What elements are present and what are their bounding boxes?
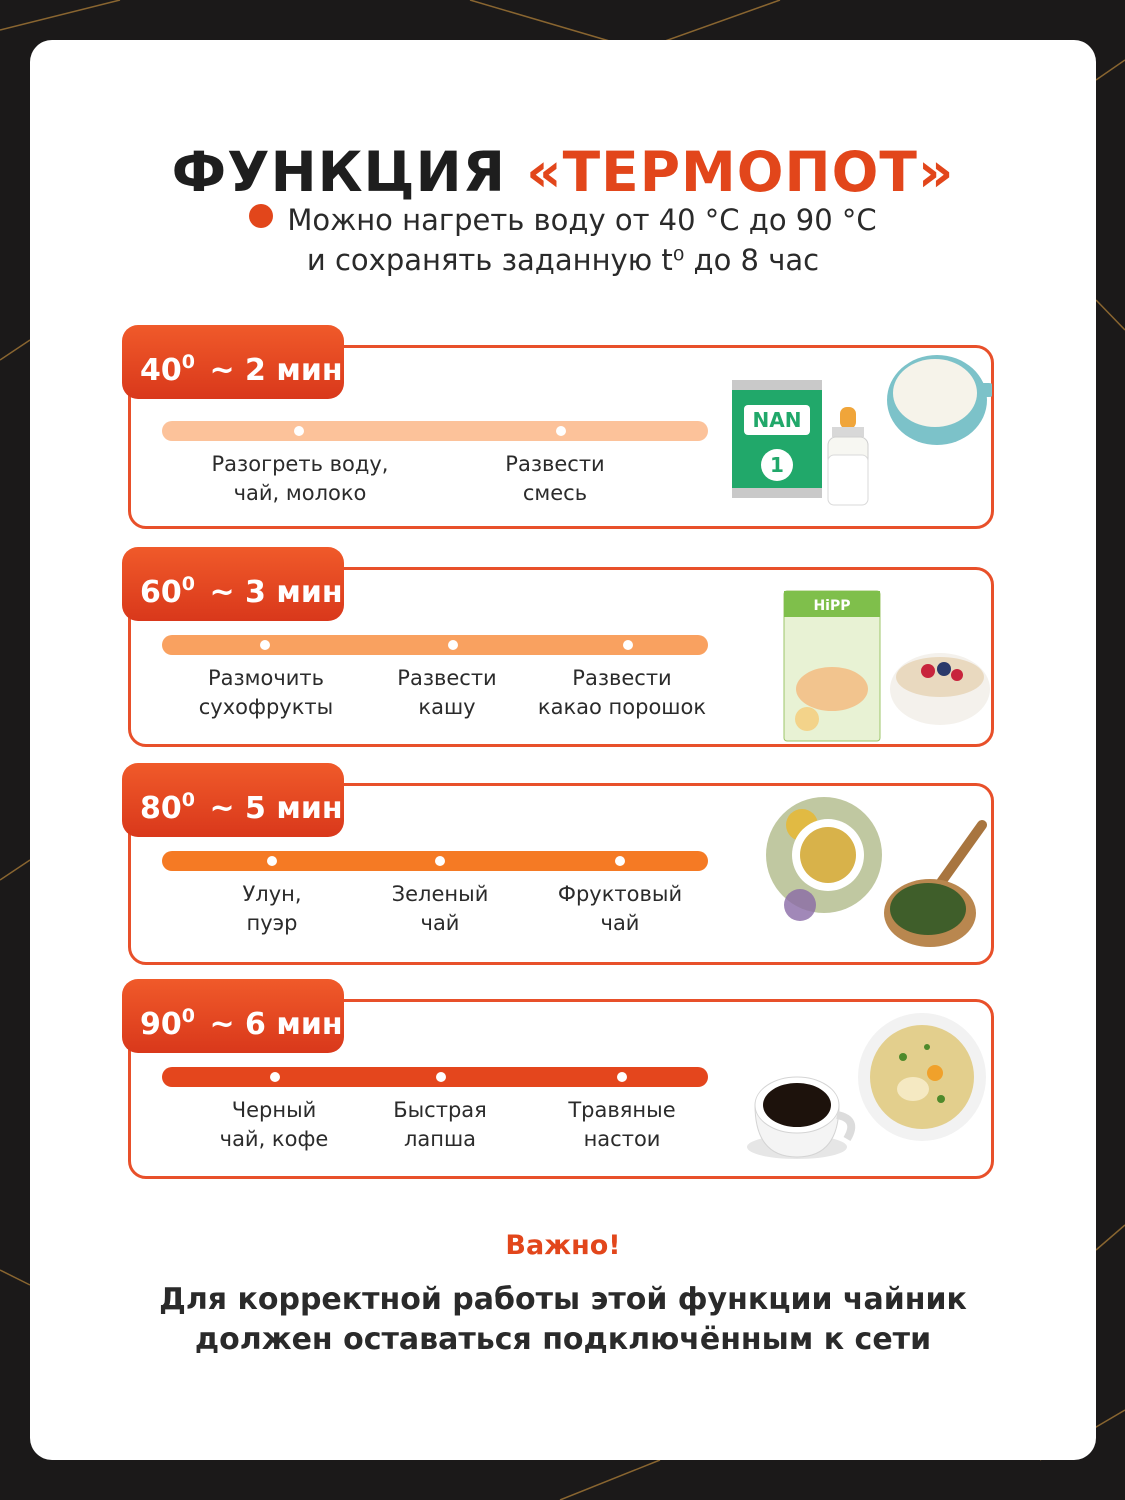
bullet-dot-icon [249, 204, 273, 228]
formula-can-icon [732, 380, 822, 498]
soup-bowl-icon [858, 1013, 986, 1141]
porridge-bowl-icon [890, 653, 990, 725]
title-accent: «ТЕРМОПОТ» [526, 140, 955, 204]
timeline-bar [162, 851, 708, 871]
use-label: Улун, пуэр [242, 882, 302, 935]
svg-text:1: 1 [770, 453, 784, 477]
use-label: Быстрая лапша [393, 1098, 487, 1151]
degree-mark: 0 [181, 573, 195, 595]
use-label: Фруктовый чай [557, 882, 683, 935]
baby-bottle-icon [828, 407, 868, 505]
timeline-bar [162, 1067, 708, 1087]
temp-value: 40 [140, 353, 182, 388]
timeline-point [448, 640, 458, 650]
subtitle-line-1: Можно нагреть воду от 40 °С до 90 °С [287, 203, 877, 237]
svg-text:NAN: NAN [752, 408, 802, 432]
temp-row-90 [122, 979, 1002, 1184]
time-value: ~ 6 мин [209, 1007, 343, 1042]
subtitle [30, 200, 1096, 280]
important-heading: Важно! [505, 1230, 621, 1261]
page-title [30, 140, 1096, 204]
time-value: ~ 2 мин [209, 353, 343, 388]
timeline-point [617, 1072, 627, 1082]
use-label: Зеленый чай [391, 882, 489, 935]
use-label: Развести какао порошок [537, 666, 707, 719]
time-value: ~ 3 мин [209, 575, 343, 610]
tea-spoon-icon [884, 825, 982, 947]
porridge-icon [752, 579, 992, 749]
milk-cup-icon [887, 355, 992, 445]
temp-row-60 [122, 547, 1002, 752]
coffee-cup-icon [747, 1077, 851, 1159]
timeline-point [260, 640, 270, 650]
temp-badge [122, 979, 344, 1053]
timeline-bar [162, 635, 708, 655]
temp-row-80 [122, 763, 1002, 968]
subtitle-line-2: и сохранять заданную t⁰ до 8 час [306, 243, 820, 277]
temp-badge [122, 763, 344, 837]
degree-mark: 0 [181, 351, 195, 373]
degree-mark: 0 [181, 789, 195, 811]
timeline-point [270, 1072, 280, 1082]
temp-value: 90 [140, 1007, 182, 1042]
use-label: Черный чай, кофе [219, 1098, 329, 1151]
timeline-point [436, 1072, 446, 1082]
timeline-point [556, 426, 566, 436]
herbal-tea-cup-icon [766, 797, 882, 921]
porridge-box-icon [784, 591, 880, 741]
use-label: Размочить сухофрукты [198, 666, 334, 719]
temp-value: 60 [140, 575, 182, 610]
important-note [30, 1280, 1096, 1360]
timeline-point [623, 640, 633, 650]
temp-badge [122, 547, 344, 621]
title-main: ФУНКЦИЯ [171, 140, 506, 204]
svg-text:HiPP: HiPP [813, 598, 851, 614]
note-line-2: должен оставаться подключённым к сети [194, 1322, 932, 1357]
hot-drinks-icon [727, 1007, 992, 1177]
content-card [30, 40, 1096, 1460]
temp-value: 80 [140, 791, 182, 826]
use-label: Разогреть воду, чай, молоко [211, 452, 389, 505]
timeline-bar [162, 421, 708, 441]
timeline-point [294, 426, 304, 436]
temp-row-40 [122, 325, 1002, 530]
note-line-1: Для корректной работы этой функции чайник [159, 1282, 967, 1317]
use-label: Развести кашу [397, 666, 497, 719]
time-value: ~ 5 мин [209, 791, 343, 826]
degree-mark: 0 [181, 1005, 195, 1027]
tea-icon [762, 785, 992, 960]
temp-badge [122, 325, 344, 399]
use-label: Травяные настои [568, 1098, 676, 1151]
timeline-point [435, 856, 445, 866]
timeline-point [615, 856, 625, 866]
formula-milk-icon [722, 345, 992, 515]
use-label: Развести смесь [505, 452, 605, 505]
timeline-point [267, 856, 277, 866]
